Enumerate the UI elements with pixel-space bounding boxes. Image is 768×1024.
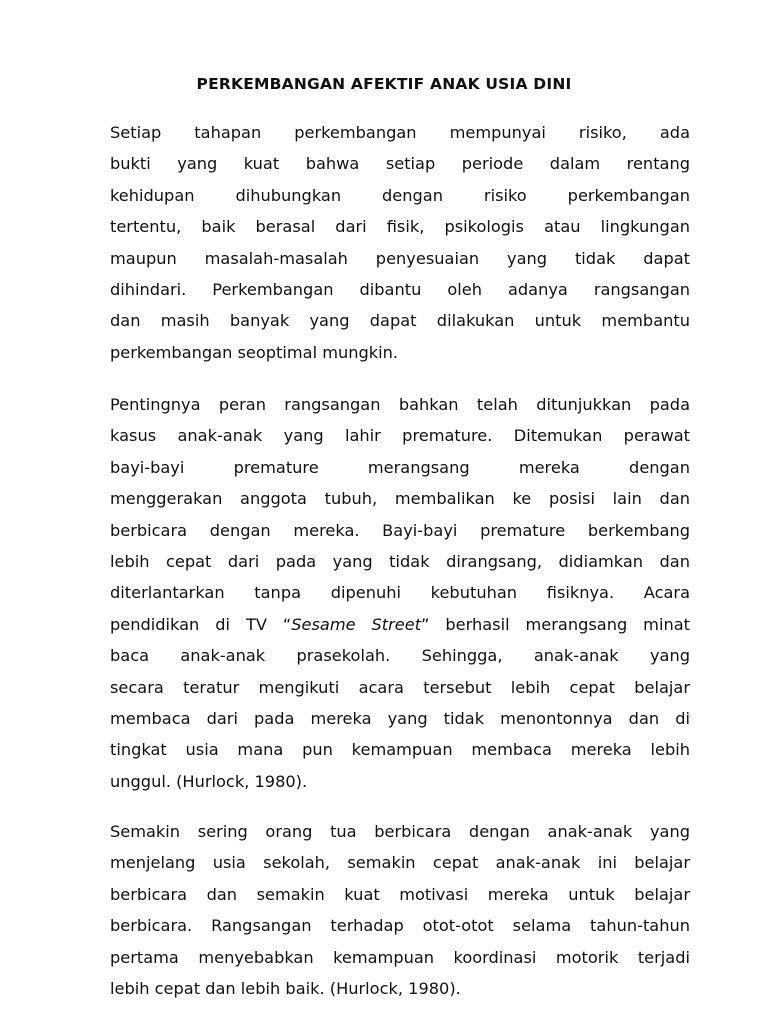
paragraph-line: lebih cepat dari pada yang tidak dirangsang, didiamkan dan	[110, 552, 690, 572]
tv-line-before: pendidikan di TV “	[110, 614, 292, 634]
paragraph-line: kasus anak-anak yang lahir premature. Ditemukan perawat	[110, 426, 690, 446]
tv-line-after: ” berhasil merangsang minat	[421, 614, 690, 634]
paragraph-line: berbicara dan semakin kuat motivasi mereka untuk belajar	[110, 884, 690, 904]
paragraph-line: dihindari. Perkembangan dibantu oleh adanya rangsangan	[110, 280, 690, 300]
paragraph-line: secara teratur mengikuti acara tersebut lebih cepat belajar	[110, 677, 690, 697]
paragraph-line: dan masih banyak yang dapat dilakukan untuk membantu	[110, 311, 690, 331]
paragraph-line: perkembangan seoptimal mungkin.	[110, 342, 399, 362]
show-title-italic: Sesame Street	[291, 614, 422, 634]
paragraph-line: Pentingnya peran rangsangan bahkan telah ditunjukkan pada	[110, 395, 690, 414]
paragraph-1	[110, 117, 690, 368]
paragraph-line: lebih cepat dan lebih baik. (Hurlock, 1980).	[110, 979, 461, 999]
paragraph-line: diterlantarkan tanpa dipenuhi kebutuhan fisiknya. Acara	[110, 583, 690, 603]
paragraph-line: kehidupan dihubungkan dengan risiko perkembangan	[110, 185, 690, 205]
paragraph-line: baca anak-anak prasekolah. Sehingga, anak-anak yang	[110, 646, 690, 666]
paragraph-line: Semakin sering orang tua berbicara dengan anak-anak yang	[110, 822, 690, 841]
paragraph-line-tv	[110, 609, 690, 640]
paragraph-line: maupun masalah-masalah penyesuaian yang tidak dapat	[110, 248, 690, 268]
paragraph-line: Setiap tahapan perkembangan mempunyai risiko, ada	[110, 123, 690, 142]
paragraph-line: bukti yang kuat bahwa setiap periode dalam rentang	[110, 154, 690, 174]
paragraph-line: tertentu, baik berasal dari fisik, psikologis atau lingkungan	[110, 217, 690, 237]
paragraph-line: pertama menyebabkan kemampuan koordinasi motorik terjadi	[110, 947, 690, 967]
paragraph-line: unggul. (Hurlock, 1980).	[110, 771, 308, 791]
paragraph-line: menggerakan anggota tubuh, membalikan ke posisi lain dan	[110, 489, 690, 509]
paragraph-line: berbicara. Rangsangan terhadap otot-otot selama tahun-tahun	[110, 916, 690, 936]
paragraph-line: berbicara dengan mereka. Bayi-bayi premature berkembang	[110, 520, 690, 540]
paragraph-line: membaca dari pada mereka yang tidak menontonnya dan di	[110, 709, 690, 729]
paragraph-line: menjelang usia sekolah, semakin cepat anak-anak ini belajar	[110, 853, 690, 873]
document-title: PERKEMBANGAN AFEKTIF ANAK USIA DINI	[196, 75, 572, 93]
paragraph-line: tingkat usia mana pun kemampuan membaca mereka lebih	[110, 740, 690, 760]
paragraph-line: bayi-bayi premature merangsang mereka dengan	[110, 457, 690, 477]
paragraph-3	[110, 816, 690, 1004]
paragraph-2	[110, 389, 690, 797]
